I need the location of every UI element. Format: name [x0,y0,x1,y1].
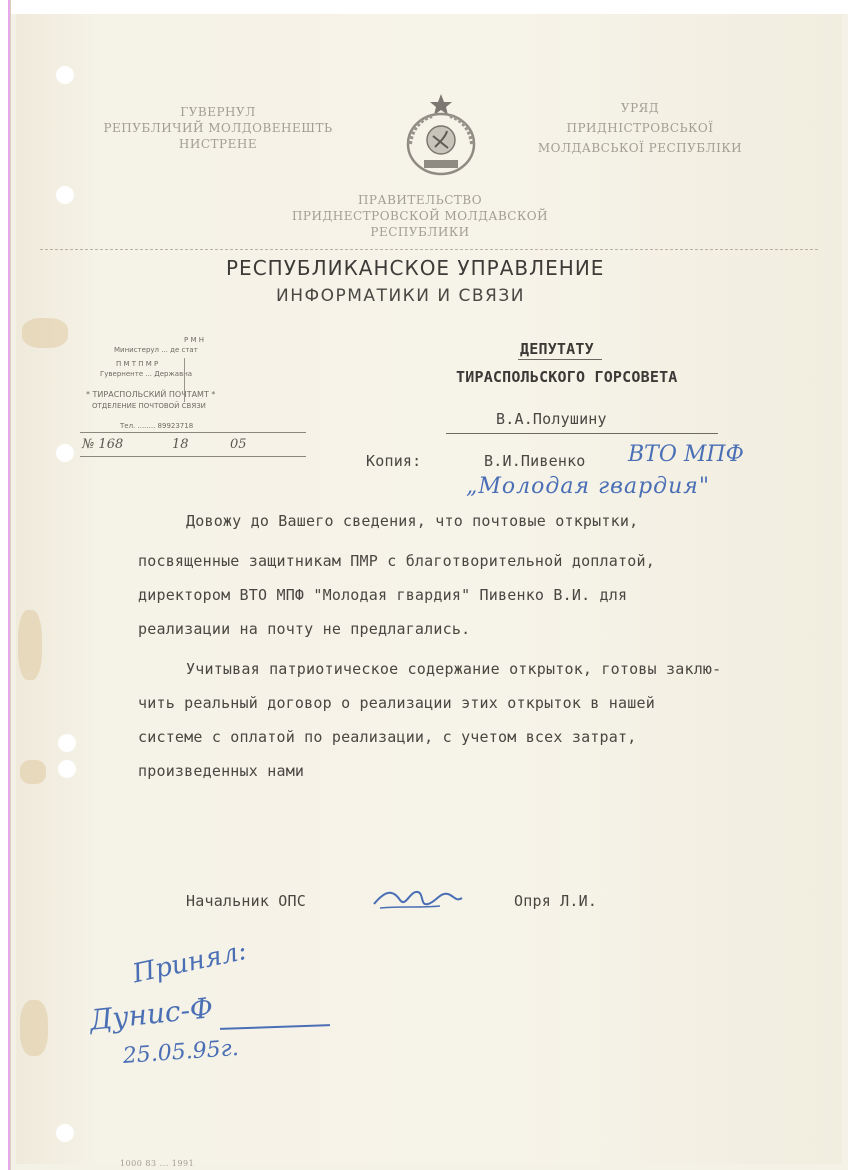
paper-stain [18,610,42,680]
top-margin [0,0,856,14]
letterhead-right-line: УРЯД [620,101,660,115]
stamp-ref-number: № 168 [82,437,124,452]
stamp-line: Гуверненте ... Державна [100,370,193,378]
letterhead-left-line: ГУВЕРНУЛ [180,105,256,119]
letterhead-right-line: ПРИДНІСТРОВСЬКОЇ [566,121,714,135]
letterhead-center [272,192,568,240]
letterhead-right [520,100,760,156]
recipient-council: ТИРАСПОЛЬСКОГО ГОРСОВЕТА [456,368,678,386]
received-signature: Дунис-Ф [88,991,215,1037]
stamp-line: ОТДЕЛЕНИЕ ПОЧТОВОЙ СВЯЗИ [92,402,206,410]
received-label: Принял: [130,935,250,990]
recipient-name-underline [446,433,718,434]
stamp-date-day: 18 [172,437,189,452]
signature-scribble-icon [370,878,466,918]
stamp-date-month: 05 [230,437,247,452]
department-title: РЕСПУБЛИКАНСКОЕ УПРАВЛЕНИЕ [226,256,605,280]
post-office-stamp [80,336,310,460]
letterhead-left-line: НИСТРЕНЕ [178,137,258,151]
body-line: системе с оплатой по реализации, с учетом всех затрат, [138,728,637,746]
body-line: чить реальный договор о реализации этих открыток в нашей [138,694,655,712]
copy-label: Копия: [366,452,422,470]
punch-hole [56,66,74,84]
right-margin [848,0,856,1170]
body-line: посвященные защитникам ПМР с благотворительной доплатой, [138,552,655,570]
copy-handwritten-name: „Молодая гвардия" [466,474,710,499]
body-line: Учитывая патриотическое содержание открыток, готовы заклю- [186,660,722,678]
signature-title: Начальник ОПС [186,892,306,910]
copy-handwritten-org: ВТО МПФ [628,442,744,467]
letterhead-left [100,104,336,152]
stamp-line: П М Т П М Р [116,360,159,368]
paper-stain [20,1000,48,1056]
print-code: 1000 83 ... 1991 [120,1159,195,1168]
stamp-divider [184,358,185,402]
body-line: директором ВТО МПФ "Молодая гвардия" Пивенко В.И. для [138,586,628,604]
scan-edge-line [8,0,10,1170]
recipient-title: ДЕПУТАТУ [520,340,594,358]
stamp-line: * ТИРАСПОЛЬСКИЙ ПОЧТАМТ * [86,390,216,399]
department-subtitle: ИНФОРМАТИКИ И СВЯЗИ [276,286,525,306]
punch-hole [56,186,74,204]
punch-hole [58,734,76,752]
letterhead-center-line: ПРИДНЕСТРОВСКОЙ МОЛДАВСКОЙ [291,209,549,223]
stamp-line: Тел. ........ 89923718 [120,422,194,430]
punch-hole [56,1124,74,1142]
copy-name: В.И.Пивенко [484,452,586,470]
stamp-line: Р М Н [184,336,204,344]
stamp-underline [80,432,306,433]
signature-name: Опря Л.И. [514,892,598,910]
letterhead-left-line: РЕПУБЛИЧИЙ МОЛДОВЕНЕШТЬ [103,121,333,135]
paper-stain [22,318,68,348]
body-line: произведенных нами [138,762,305,780]
stamp-line: Министерул ... де стат [114,346,198,354]
letterhead-right-line: МОЛДАВСЬКОЇ РЕСПУБЛІКИ [537,141,743,155]
recipient-title-underline [518,359,602,360]
received-date: 25.05.95г. [122,1035,240,1069]
paper-stain [20,760,46,784]
letterhead-center-line: ПРАВИТЕЛЬСТВО [357,193,483,207]
punch-hole [58,760,76,778]
stamp-bottom-line [80,456,306,457]
letterhead-divider [40,249,818,250]
body-line: реализации на почту не предлагались. [138,620,471,638]
body-line: Довожу до Вашего сведения, что почтовые открытки, [186,512,639,530]
state-emblem-icon [402,92,480,178]
punch-hole [56,444,74,462]
recipient-name: В.А.Полушину [496,410,607,428]
letterhead-center-line: РЕСПУБЛИКИ [370,225,470,239]
